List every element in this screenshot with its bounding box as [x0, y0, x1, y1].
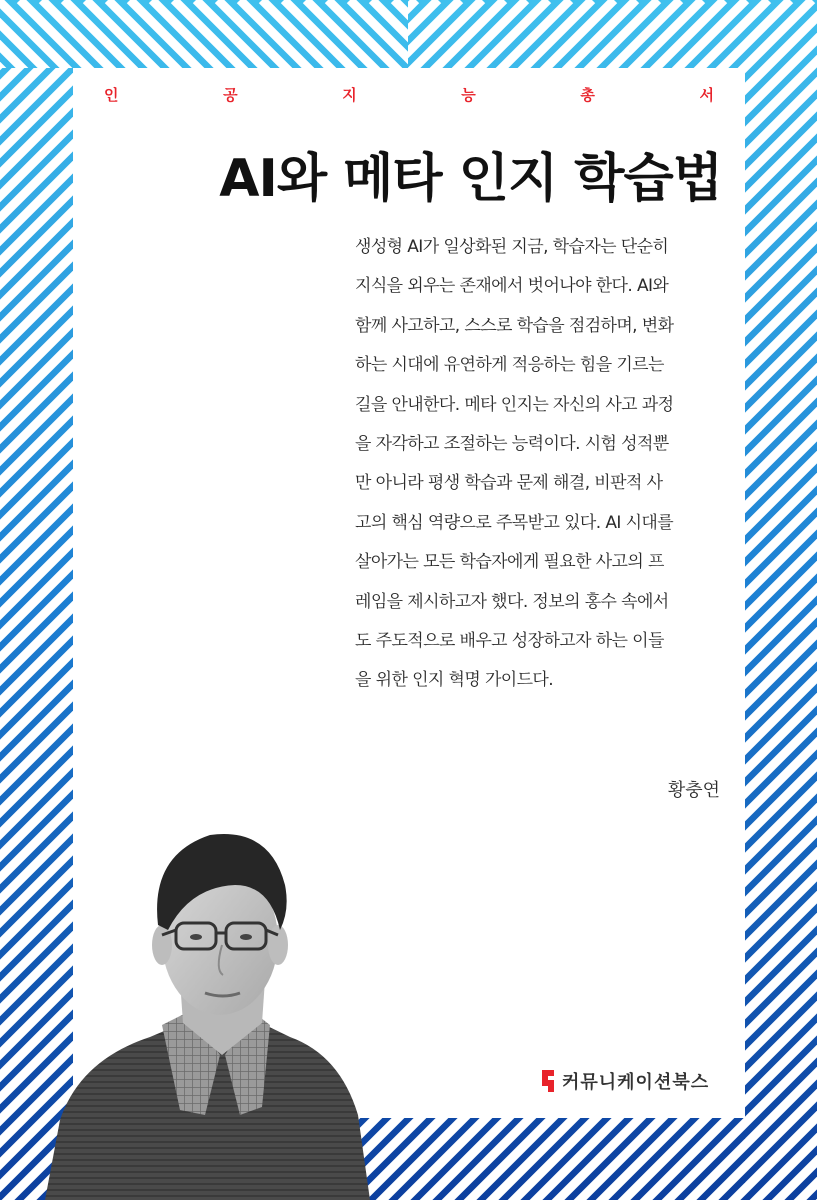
author-name: 황충연	[667, 780, 720, 801]
book-description	[355, 228, 727, 701]
description-line: 함께 사고하고, 스스로 학습을 점검하며, 변화	[355, 315, 674, 336]
publisher-logo-icon	[540, 1068, 556, 1094]
series-label	[104, 84, 714, 105]
description-line: 을 자각하고 조절하는 능력이다. 시험 성적뿐	[355, 434, 669, 455]
description-line: 레임을 제시하고자 했다. 정보의 홍수 속에서	[355, 591, 669, 612]
series-char: 공	[223, 86, 238, 104]
description-line: 도 주도적으로 배우고 성장하고자 하는 이들	[355, 631, 664, 652]
book-title: AI와 메타 인지 학습법	[219, 149, 722, 209]
series-char: 총	[580, 86, 595, 104]
publisher-block	[540, 1068, 709, 1094]
description-line: 길을 안내한다. 메타 인지는 자신의 사고 과정	[355, 394, 674, 415]
series-char: 능	[461, 86, 476, 104]
description-line: 하는 시대에 유연하게 적응하는 힘을 기르는	[355, 355, 664, 376]
series-char: 인	[104, 86, 119, 104]
description-line: 만 아니라 평생 학습과 문제 해결, 비판적 사	[355, 473, 663, 494]
description-line: 생성형 AI가 일상화된 지금, 학습자는 단순히	[355, 237, 669, 257]
author-portrait	[40, 815, 370, 1200]
series-char: 지	[342, 86, 357, 104]
description-line: 지식을 외우는 존재에서 벗어나야 한다. AI와	[355, 276, 669, 297]
description-line: 을 위한 인지 혁명 가이드다.	[355, 670, 554, 691]
description-line: 고의 핵심 역량으로 주목받고 있다. AI 시대를	[355, 512, 674, 533]
description-line: 살아가는 모든 학습자에게 필요한 사고의 프	[355, 552, 664, 573]
series-char: 서	[699, 86, 714, 104]
publisher-name: 커뮤니케이션북스	[562, 1072, 710, 1093]
